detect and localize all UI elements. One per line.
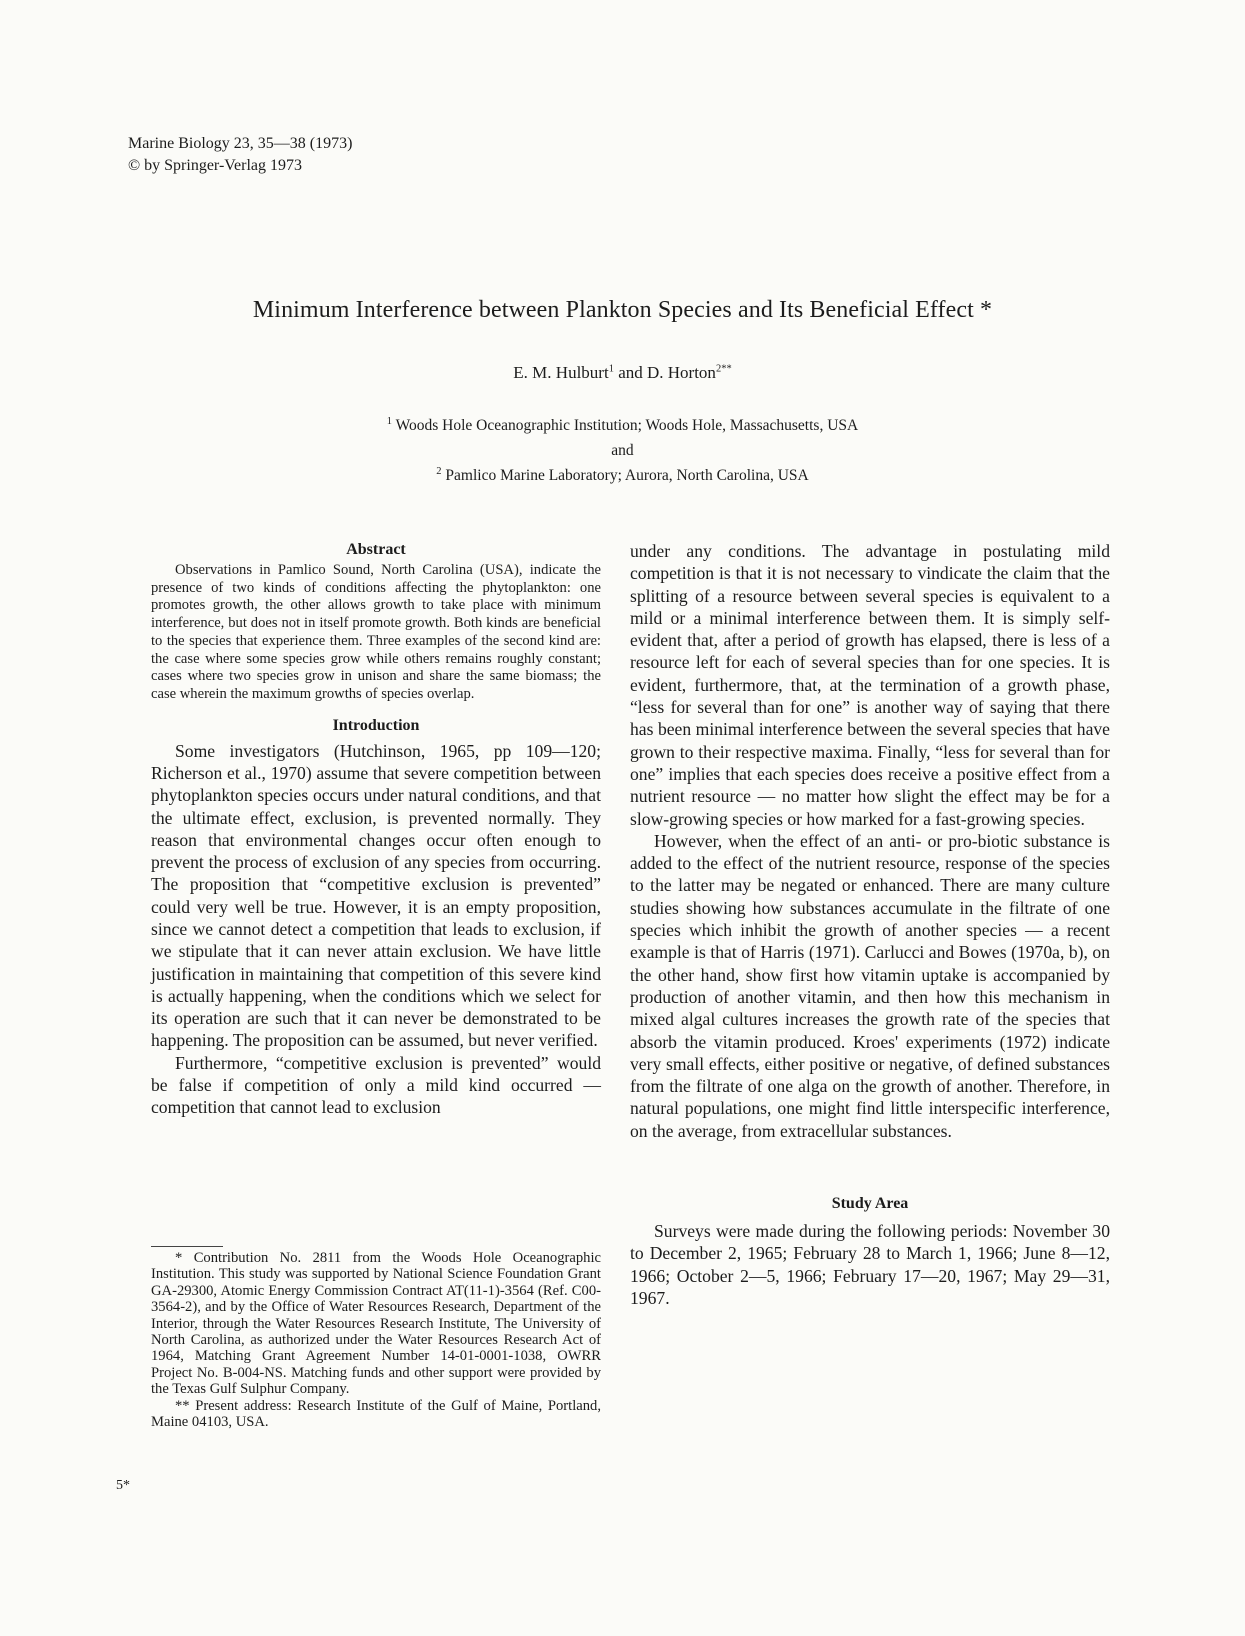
body-paragraph: However, when the effect of an anti- or pro-biotic substance is added to the effect of the nutrient resource, response of the species to the latter may be negated or enhanced. There are many culture studies showing how substances accumulate in the filtrate of one species which inhibit the growth of another species — a recent example is that of Harris (1971). Carlucci and Bowes (1970a, b), on the other hand, show first how vitamin uptake is accompanied by production of another vitamin, and then how this mechanism in mixed algal cultures increases the growth rate of the species that absorb the vitamin produced. Kroes' experiments (1972) indicate very small effects, either positive or negative, of defined substances from the filtrate of one alga on the growth of another. Therefore, in natural populations, one might find little interspecific interference, on the average, from extracellular substances. [630,830,1110,1141]
affiliation-mark: 1 [386,415,393,427]
journal-reference [128,133,352,177]
affiliation-mark: 2 [436,465,442,477]
affiliation-line [0,463,1245,488]
author-conjunction: and [613,363,647,382]
body-paragraph: Surveys were made during the following periods: November 30 to December 2, 1965; February 28 to March 1, 1966; June 8—12, 1966; October 2—5, 1966; February 17—20, 1967; May 29—31, 1967. [630,1221,1110,1308]
footnote: * Contribution No. 2811 from the Woods Hole Oceanographic Institution. This study was supported by National Science Foundation Grant GA-29300, Atomic Energy Commission Contract AT(11-1)-3564 (Ref. C00-3564-2), and by the Office of Water Resources Research, Department of the Interior, through the Water Resources Research Institute, The University of North Carolina, as authorized under the Water Resources Research Act of 1964, Matching Grant Agreement Number 14-01-0001-1038, OWRR Project No. B-004-NS. Matching funds and other support were provided by the Texas Gulf Sulphur Company. [151,1250,601,1398]
body-paragraph: Furthermore, “competitive exclusion is prevented” would be false if competition of only a mild kind occurred — competition that cannot lead to exclusion [151,1052,601,1118]
body-paragraph: Some investigators (Hutchinson, 1965, pp 109—120; Richerson et al., 1970) assume that severe competition between phytoplankton species occurs under natural conditions, and that the ultimate effect, exclusion, is prevented normally. They reason that environmental changes occur often enough to prevent the process of exclusion of any species from occurring. The proposition that “competitive exclusion is prevented” could very well be true. However, it is an empty proposition, since we cannot detect a competition that leads to exclusion, if we stipulate that it can never attain exclusion. We have little justification in maintaining that competition of this severe kind is actually happening, when the conditions which we select for its operation are such that it can never be demonstrated to be happening. The proposition can be assumed, but never verified. [151,740,601,1051]
footnote-rule [151,1246,223,1247]
study-area-heading: Study Area [831,1195,909,1213]
journal-citation: Marine Biology 23, 35—38 (1973) [128,135,353,152]
abstract-section [151,540,601,704]
author-line [0,362,1245,384]
introduction-heading: Introduction [332,716,420,734]
footnotes [151,1250,601,1430]
left-column [151,540,601,1119]
body-paragraph-continued: under any conditions. The advantage in postulating mild competition is that it is not necessary to vindicate the claim that the splitting of a resource between several species is equivalent to a mild or a minimal interference between them. It is simply self-evident that, after a period of growth has elapsed, there is less of a resource left for each of several species than for one species. It is evident, furthermore, that, at the termination of a growth phase, “less for several than for one” is another way of saying that there has been minimal interference between the several species that have grown to their respective maxima. Finally, “less for several than for one” implies that each species does receive a positive effect from a nutrient resource — no matter how slight the effect may be for a slow-growing species or how marked for a fast-growing species. [630,541,1110,829]
abstract-heading: Abstract [346,541,406,558]
affiliation-text: Woods Hole Oceanographic Institution; Woods Hole, Massachusetts, USA [392,417,859,434]
affiliation-line [0,413,1245,438]
right-column [630,540,1110,1309]
copyright-line: © by Springer-Verlag 1973 [128,157,303,174]
affiliation-conjunction: and [611,442,634,459]
footnote: ** Present address: Research Institute of the Gulf of Maine, Portland, Maine 04103, USA. [151,1397,601,1431]
author-name: E. M. Hulburt [513,363,609,382]
author-mark: 1 [608,363,614,375]
abstract-text: Observations in Pamlico Sound, North Carolina (USA), indicate the presence of two kinds of conditions affecting the phytoplankton: one promotes growth, the other allows growth to take place with minimum interference, but does not in itself promote growth. Both kinds are beneficial to the species that experience them. Three examples of the second kind are: the case where some species grow while others remains roughly constant; cases where two species grow in unison and share the same biomass; the case wherein the maximum growths of species overlap. [151,562,601,702]
affiliation-text: Pamlico Marine Laboratory; Aurora, North Carolina, USA [441,467,809,484]
paper-title: Minimum Interference between Plankton Species and Its Beneficial Effect * [252,297,993,323]
affiliations [0,413,1245,488]
author-name: D. Horton [646,363,716,382]
page-signature-mark: 5* [116,1478,130,1493]
author-mark: 2** [715,363,732,375]
